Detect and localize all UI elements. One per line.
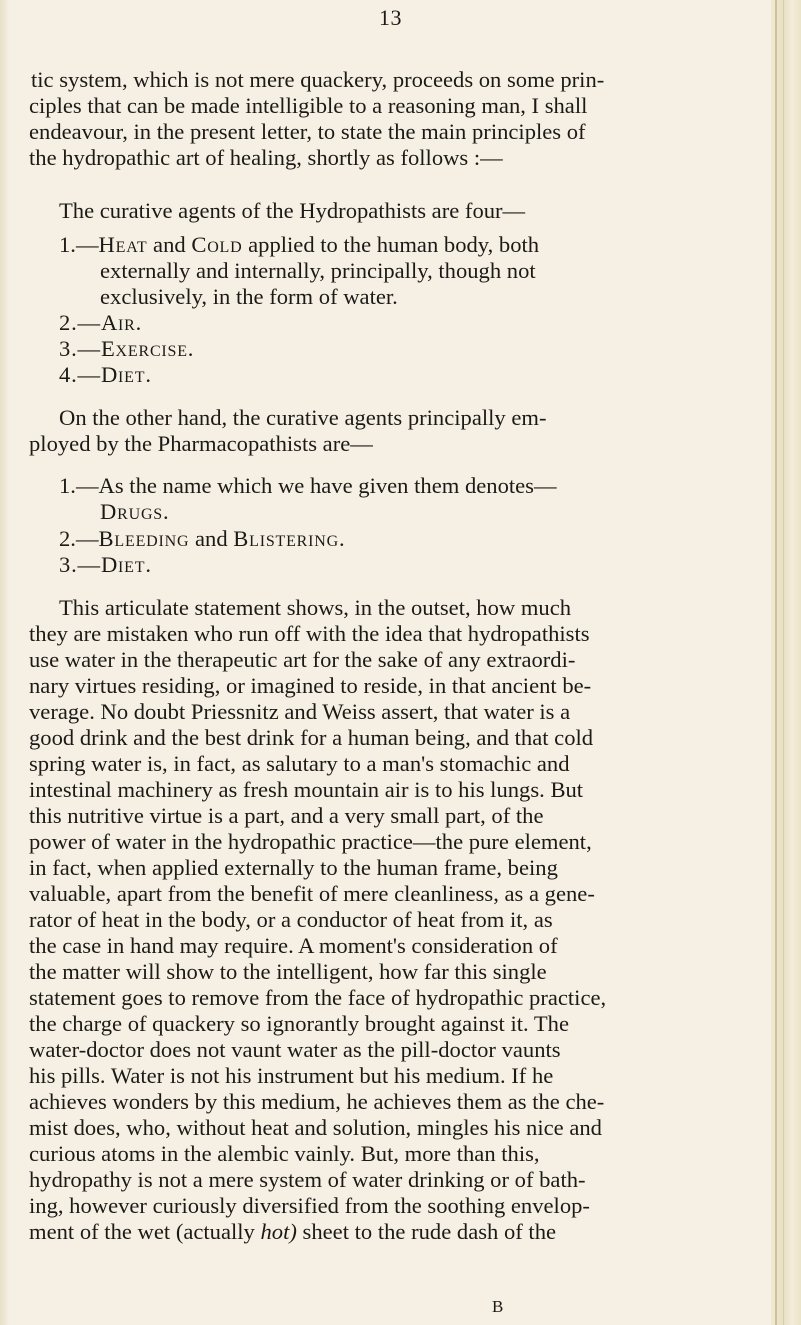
term-blistering: Blistering.	[233, 526, 346, 551]
text-line: externally and internally, principally, though not	[100, 258, 536, 283]
text-line: endeavour, in the present letter, to state the main principles of	[29, 119, 586, 144]
text-line: water-doctor does not vaunt water as the pill-doctor vaunts	[29, 1037, 561, 1062]
list-item: 4.—Diet.	[59, 362, 152, 387]
text-line: spring water is, in fact, as salutary to a man's stomachic and	[29, 751, 570, 776]
text-line: power of water in the hydropathic practice—the pure element,	[29, 829, 592, 854]
term-bleeding: Bleeding	[98, 526, 190, 551]
text-line: achieves wonders by this medium, he achieves them as the che-	[29, 1089, 605, 1114]
text-line: ciples that can be made intelligible to a reasoning man, I shall	[29, 93, 588, 118]
text-line: the case in hand may require. A moment's consideration of	[29, 933, 558, 958]
signature-mark: B	[492, 1297, 505, 1316]
text-line: On the other hand, the curative agents principally em-	[59, 405, 547, 430]
text-line: ing, however curiously diversified from the soothing envelop-	[29, 1193, 590, 1218]
text-fragment: sheet to the rude dash of the	[296, 1219, 557, 1244]
emphasis-hot: hot)	[260, 1219, 297, 1244]
term-cold: Cold	[191, 232, 243, 257]
page-edge-line	[775, 0, 777, 1325]
text-line: in fact, when applied externally to the human frame, being	[29, 855, 558, 880]
page-gutter-shadow	[0, 0, 10, 1325]
text-fragment: applied to the human body, both	[242, 232, 540, 257]
list-item: 1.—As the name which we have given them denotes—	[59, 473, 557, 498]
text-line: hydropathy is not a mere system of water drinking or of bath-	[29, 1167, 586, 1192]
text-line: his pills. Water is not his instrument but his medium. If he	[29, 1063, 554, 1088]
text-line: valuable, apart from the benefit of mere cleanliness, as a gene-	[29, 881, 595, 906]
text-line: tic system, which is not mere quackery, proceeds on some prin-	[31, 67, 605, 92]
text-line: this nutritive virtue is a part, and a very small part, of the	[29, 803, 544, 828]
text-line: rator of heat in the body, or a conductor of heat from it, as	[29, 907, 553, 932]
text-line: the charge of quackery so ignorantly brought against it. The	[29, 1011, 570, 1036]
text-line: exclusively, in the form of water.	[100, 284, 398, 309]
term-heat: Heat	[98, 232, 148, 257]
text-line: the hydropathic art of healing, shortly as follows :—	[29, 145, 503, 170]
text-line: nary virtues residing, or imagined to reside, in that ancient be-	[29, 673, 592, 698]
page-edge	[771, 0, 801, 1325]
list-item: 3.—Exercise.	[59, 336, 195, 361]
page-number: 13	[379, 5, 402, 30]
term-drugs: Drugs.	[100, 499, 170, 524]
list-item: 3.—Diet.	[59, 552, 152, 577]
text-line: This articulate statement shows, in the outset, how much	[59, 595, 572, 620]
text-line: mist does, who, without heat and solution, mingles his nice and	[29, 1115, 602, 1140]
list-item	[59, 527, 345, 551]
text-fragment: and	[189, 526, 234, 551]
text-line: ployed by the Pharmacopathists are—	[29, 431, 373, 456]
text-line: good drink and the best drink for a human being, and that cold	[29, 725, 594, 750]
text-fragment: ment of the wet (actually	[29, 1219, 261, 1244]
list-number: 2.—	[59, 526, 99, 551]
text-line: The curative agents of the Hydropathists are four—	[59, 198, 526, 223]
page-edge-line	[783, 0, 784, 1325]
text-line: curious atoms in the alembic vainly. But, more than this,	[29, 1141, 540, 1166]
text-line: verage. No doubt Priessnitz and Weiss assert, that water is a	[29, 699, 571, 724]
list-number: 1.—	[59, 232, 99, 257]
text-line: they are mistaken who run off with the idea that hydropathists	[29, 621, 590, 646]
text-line: the matter will show to the intelligent, how far this single	[29, 959, 547, 984]
list-item	[59, 233, 539, 257]
text-fragment: and	[147, 232, 192, 257]
text-line: intestinal machinery as fresh mountain air is to his lungs. But	[29, 777, 584, 802]
list-item: 2.—Air.	[59, 310, 143, 335]
text-line	[29, 1220, 556, 1244]
text-line: statement goes to remove from the face of hydropathic practice,	[29, 985, 607, 1010]
text-line: use water in the therapeutic art for the sake of any extraordi-	[29, 647, 576, 672]
